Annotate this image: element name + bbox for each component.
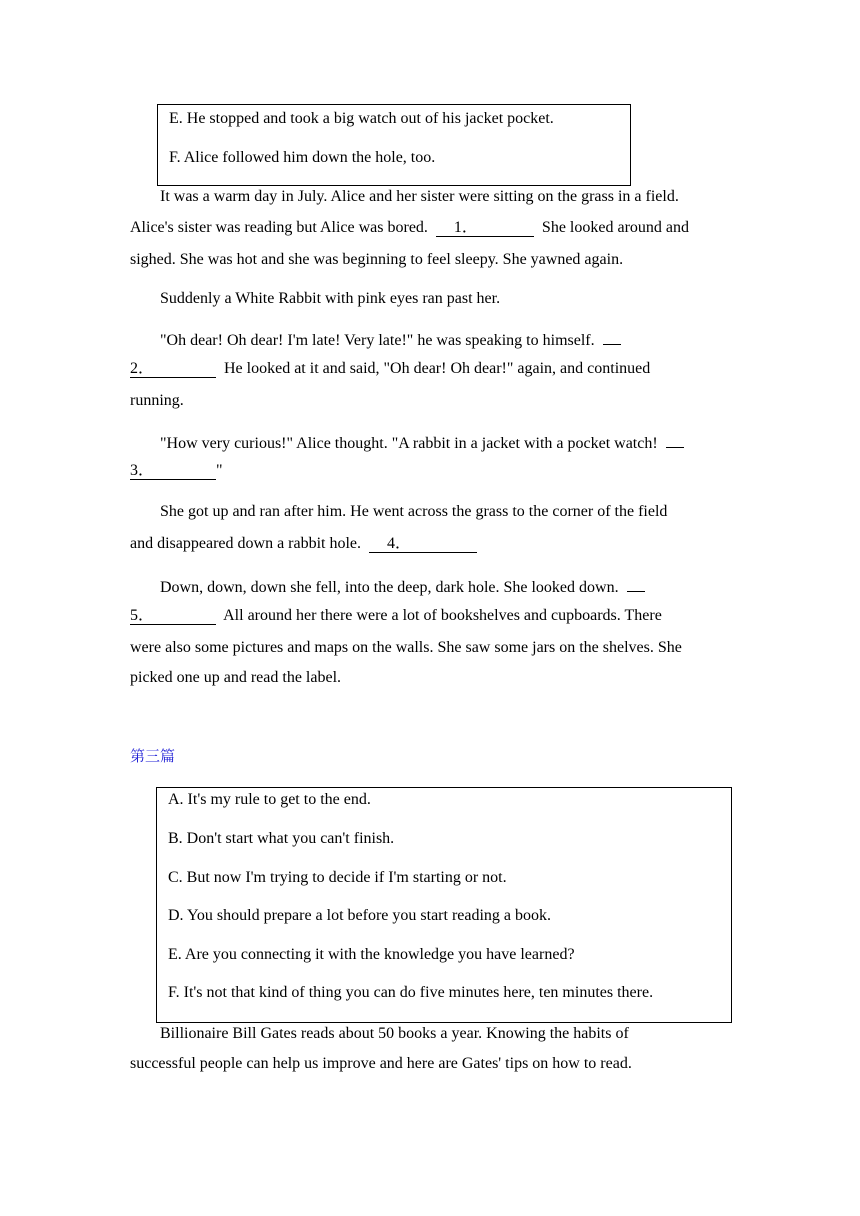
option-e: E. Are you connecting it with the knowledge you have learned? — [168, 946, 575, 963]
passage-text: All around her there were a lot of bookshelves and cupboards. There — [223, 607, 662, 624]
passage-line: running. — [130, 392, 184, 409]
passage-line — [130, 218, 689, 238]
section-title: 第三篇 — [130, 747, 176, 765]
option-f: F. It's not that kind of thing you can do five minutes here, ten minutes there. — [168, 984, 654, 1001]
passage-line — [160, 430, 684, 454]
passage-line: successful people can help us improve and here are Gates' tips on how to read. — [130, 1055, 632, 1072]
blank-2: 2． — [130, 360, 216, 378]
passage-line — [130, 461, 223, 481]
passage-text: "Oh dear! Oh dear! I'm late! Very late!" he was speaking to himself. — [160, 332, 595, 349]
option-d: D. You should prepare a lot before you start reading a book. — [168, 907, 552, 924]
passage-line: picked one up and read the label. — [130, 669, 342, 686]
passage-line: were also some pictures and maps on the walls. She saw some jars on the shelves. She — [130, 639, 682, 656]
passage-text: Down, down, down she fell, into the deep, dark hole. She looked down. — [160, 579, 619, 596]
blank-5-lead — [627, 574, 645, 592]
passage-line: Billionaire Bill Gates reads about 50 books a year. Knowing the habits of — [160, 1025, 629, 1042]
blank-5: 5． — [130, 607, 216, 625]
blank-3: 3． — [130, 462, 216, 480]
options-box-2 — [156, 787, 732, 1023]
passage-text: "How very curious!" Alice thought. "A rabbit in a jacket with a pocket watch! — [160, 435, 658, 452]
option-e: E. He stopped and took a big watch out of his jacket pocket. — [169, 110, 554, 127]
passage-line: sighed. She was hot and she was beginning to feel sleepy. She yawned again. — [130, 251, 624, 268]
passage-line — [130, 534, 477, 554]
passage-text: and disappeared down a rabbit hole. — [130, 535, 362, 552]
passage-line — [130, 606, 662, 626]
passage-line: Suddenly a White Rabbit with pink eyes ran past her. — [160, 290, 501, 307]
blank-3-lead — [666, 430, 684, 448]
passage-line — [160, 574, 645, 598]
blank-2-lead — [603, 327, 621, 345]
passage-text: Alice's sister was reading but Alice was bored. — [130, 219, 428, 236]
option-c: C. But now I'm trying to decide if I'm starting or not. — [168, 869, 507, 886]
option-a: A. It's my rule to get to the end. — [168, 791, 371, 808]
passage-line — [160, 327, 621, 351]
passage-text: He looked at it and said, "Oh dear! Oh dear!" again, and continued — [224, 360, 651, 377]
option-b: B. Don't start what you can't finish. — [168, 830, 395, 847]
passage-line: It was a warm day in July. Alice and her sister were sitting on the grass in a field. — [160, 188, 679, 205]
passage-line: She got up and ran after him. He went across the grass to the corner of the field — [160, 503, 668, 520]
options-box-1 — [157, 104, 631, 186]
blank-4: 4． — [369, 535, 477, 553]
passage-line — [130, 359, 650, 379]
blank-1: 1． — [436, 219, 534, 237]
passage-text: " — [216, 462, 223, 479]
option-f: F. Alice followed him down the hole, too. — [169, 149, 436, 166]
passage-text: She looked around and — [541, 219, 689, 236]
